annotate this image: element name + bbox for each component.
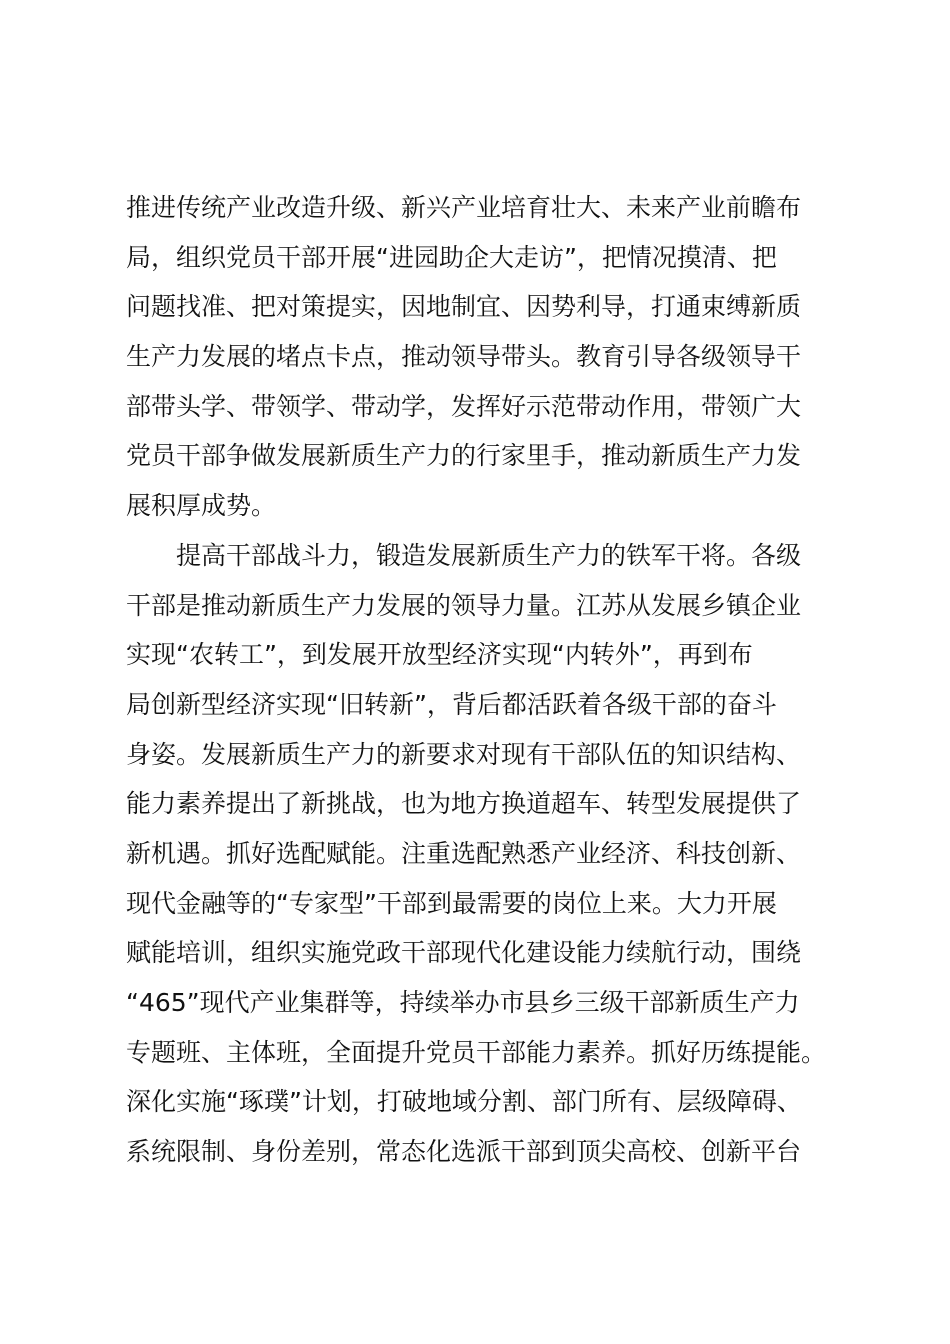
text-line: 深化实施“琢璞”计划，打破地域分割、部门所有、层级障碍、 <box>126 1087 802 1117</box>
text-line: 能力素养提出了新挑战，也为地方换道超车、转型发展提供了 <box>126 789 802 819</box>
paragraph-1 <box>126 183 846 531</box>
text-line: 局创新型经济实现“旧转新”，背后都活跃着各级干部的奋斗 <box>126 689 777 719</box>
text-line: 生产力发展的堵点卡点，推动领导带头。教育引导各级领导干 <box>126 342 802 372</box>
text-line: 干部是推动新质生产力发展的领导力量。江苏从发展乡镇企业 <box>126 590 802 620</box>
text-line: 问题找准、把对策提实，因地制宜、因势利导，打通束缚新质 <box>126 292 802 322</box>
text-line: 专题班、主体班，全面提升党员干部能力素养。抓好历练提能。 <box>126 1037 827 1067</box>
text-line: 部带头学、带领学、带动学，发挥好示范带动作用，带领广大 <box>126 391 802 421</box>
text-line: 系统限制、身份差别，常态化选派干部到顶尖高校、创新平台 <box>126 1137 802 1167</box>
text-line: 局，组织党员干部开展“进园助企大走访”，把情况摸清、把 <box>126 242 777 272</box>
text-line: 现代金融等的“专家型”干部到最需要的岗位上来。大力开展 <box>126 888 777 918</box>
text-line: 提高干部战斗力，锻造发展新质生产力的铁军干将。各级 <box>176 540 802 570</box>
text-line: 党员干部争做发展新质生产力的行家里手，推动新质生产力发 <box>126 441 802 471</box>
paragraph-2 <box>126 531 846 1177</box>
text-line: 赋能培训，组织实施党政干部现代化建设能力续航行动，围绕 <box>126 938 802 968</box>
text-line: 身姿。发展新质生产力的新要求对现有干部队伍的知识结构、 <box>126 739 802 769</box>
body-text <box>126 183 846 1177</box>
text-line: “465”现代产业集群等，持续举办市县乡三级干部新质生产力 <box>126 988 800 1017</box>
text-line: 推进传统产业改造升级、新兴产业培育壮大、未来产业前瞻布 <box>126 193 802 222</box>
text-line: 实现“农转工”，到发展开放型经济实现“内转外”，再到布 <box>126 640 753 670</box>
text-line: 展积厚成势。 <box>126 491 277 521</box>
text-line: 新机遇。抓好选配赋能。注重选配熟悉产业经济、科技创新、 <box>126 838 802 868</box>
